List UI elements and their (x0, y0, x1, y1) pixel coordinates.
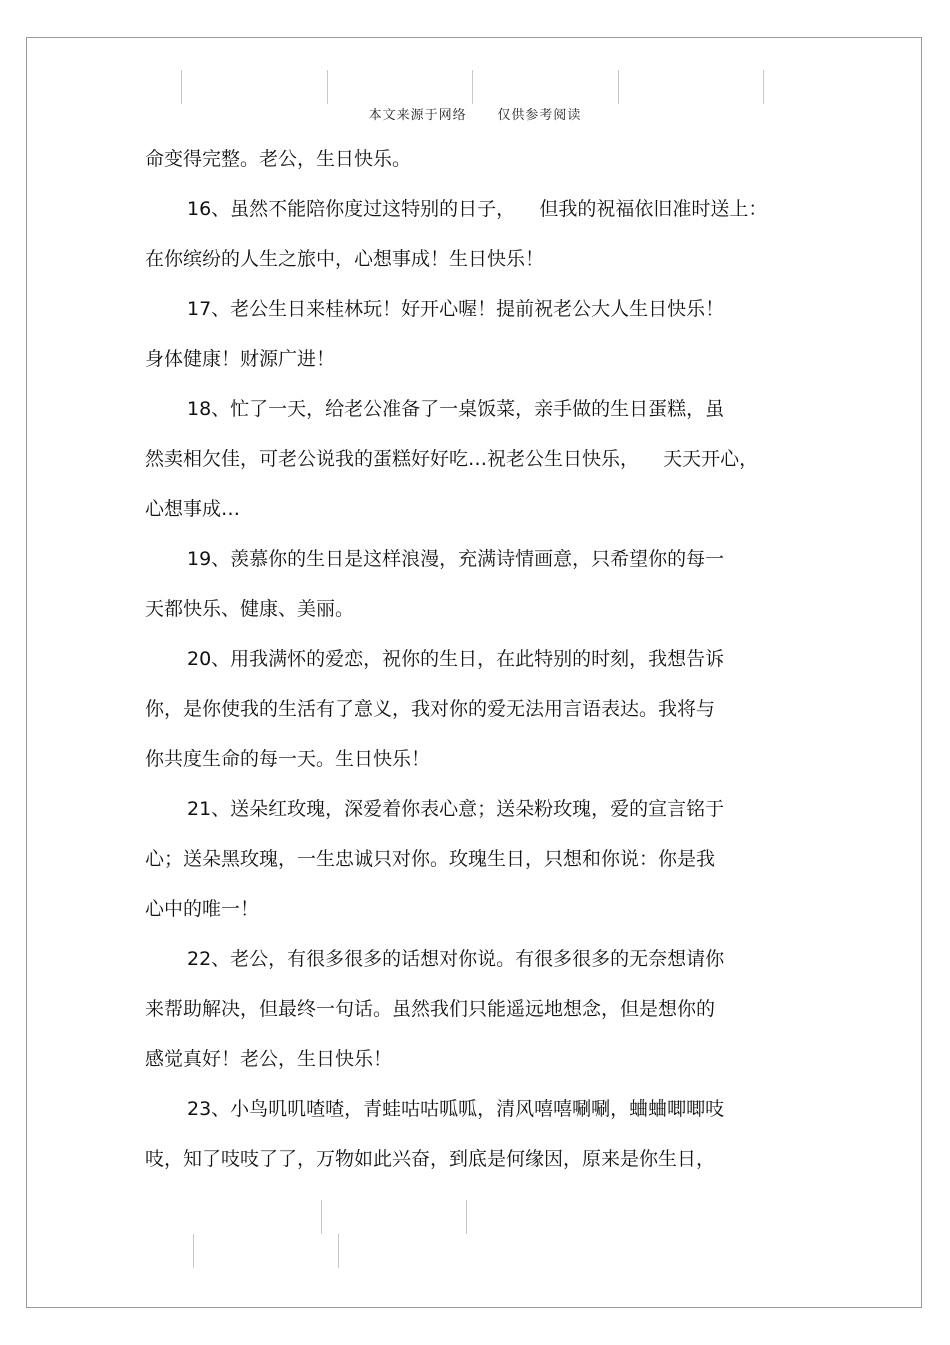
header-tick (763, 70, 764, 104)
text-line: 在你缤纷的人生之旅中，心想事成！生日快乐！ (145, 248, 545, 270)
text-line: 心中的唯一！ (145, 898, 260, 920)
footer-tick (338, 1234, 339, 1268)
text-line: 23、小鸟叽叽喳喳，青蛙咕咕呱呱，清风嘻嘻唰唰，蛐蛐唧唧吱 (187, 1098, 725, 1120)
header-tick (181, 70, 182, 104)
footer-tick (466, 1200, 467, 1234)
text-line: 21、送朵红玫瑰，深爱着你表心意；送朵粉玫瑰，爱的宣言铭于 (187, 798, 725, 820)
footer-tick (321, 1200, 322, 1234)
text-line: 16、虽然不能陪你度过这特别的日子， 但我的祝福依旧准时送上： (187, 198, 768, 220)
text-line: 你，是你使我的生活有了意义，我对你的爱无法用言语表达。我将与 (145, 698, 716, 720)
text-line: 20、用我满怀的爱恋，祝你的生日，在此特别的时刻，我想告诉 (187, 648, 725, 670)
text-line: 心；送朵黑玫瑰，一生忠诚只对你。玫瑰生日，只想和你说：你是我 (145, 848, 716, 870)
footer-tick (193, 1234, 194, 1268)
text-line: 19、羡慕你的生日是这样浪漫，充满诗情画意，只希望你的每一 (187, 548, 725, 570)
page-header: 本文来源于网络 仅供参考阅读 (368, 108, 582, 123)
text-line: 18、忙了一天，给老公准备了一桌饭菜，亲手做的生日蛋糕，虽 (187, 398, 725, 420)
text-line: 你共度生命的每一天。生日快乐！ (145, 748, 431, 770)
text-line: 然卖相欠佳，可老公说我的蛋糕好好吃…祝老公生日快乐， 天天开心， (145, 448, 759, 470)
text-line: 来帮助解决，但最终一句话。虽然我们只能遥远地想念，但是想你的 (145, 998, 716, 1020)
text-line: 17、老公生日来桂林玩！好开心喔！提前祝老公大人生日快乐！ (187, 298, 725, 320)
header-tick (618, 70, 619, 104)
text-line: 吱，知了吱吱了了，万物如此兴奋，到底是何缘因，原来是你生日， (145, 1148, 716, 1170)
text-line: 心想事成… (145, 498, 241, 520)
text-line: 命变得完整。老公，生日快乐。 (145, 148, 412, 170)
header-tick (472, 70, 473, 104)
text-line: 感觉真好！老公，生日快乐！ (145, 1048, 393, 1070)
text-line: 身体健康！财源广进！ (145, 348, 336, 370)
document-body (145, 134, 810, 1184)
header-tick (327, 70, 328, 104)
text-line: 天都快乐、健康、美丽。 (145, 598, 355, 620)
text-line: 22、老公，有很多很多的话想对你说。有很多很多的无奈想请你 (187, 948, 725, 970)
